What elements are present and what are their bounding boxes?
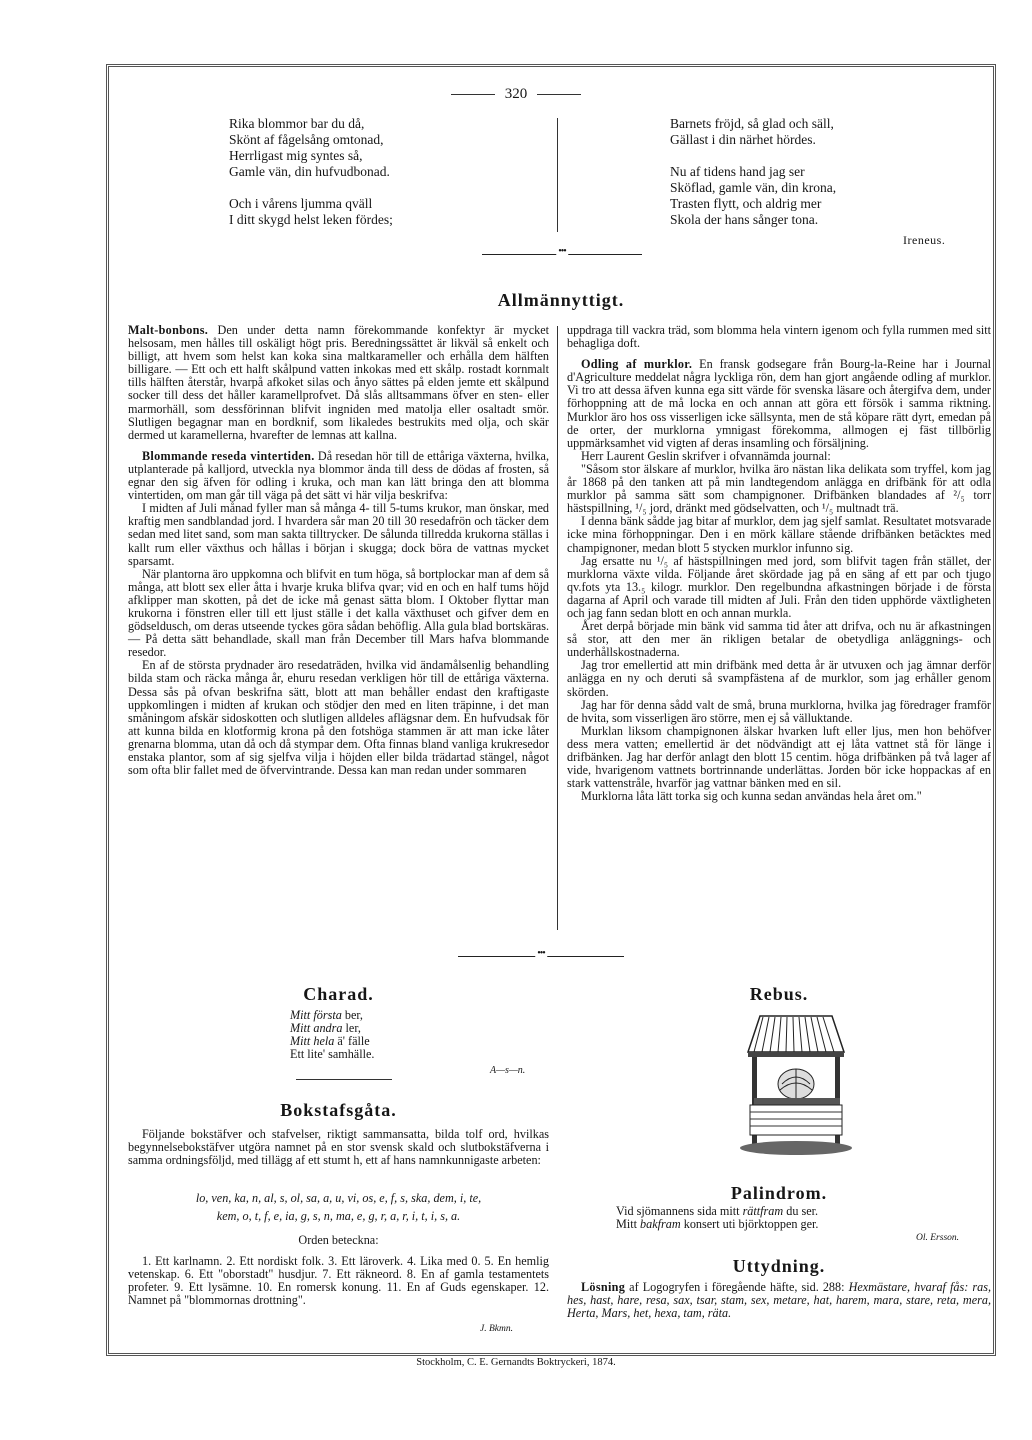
palindrom-body	[616, 1205, 956, 1231]
right-p7: Jag tror emellertid att min drifbänk med detta år är utvuxen och jag ämnar derför anlägga en ny och deruti så svampfästena af de murklor, som jag erhåller genom skörden.	[567, 658, 991, 699]
ornament-divider	[482, 254, 642, 255]
poem-left: Rika blommor bar du då, Skönt af fågelsång omtonad, Herrligast mig syntes så, Gamle vän, din hufvudbonad. Och i vårens ljumma qväll I ditt skygd helst leken fördes;	[229, 116, 393, 227]
page-number-line	[0, 86, 1032, 103]
printer-footer: Stockholm, C. E. Gernandts Boktryckeri, 1874.	[416, 1357, 616, 1368]
charad-l2-it: Mitt andra	[290, 1021, 343, 1036]
poem-right: Barnets fröjd, så glad och säll, Gällast i din närhet hördes. Nu af tidens hand jag ser Sköflad, gamle vän, din krona, Trasten flytt, och aldrig mer Skola der hans sånger tona.	[670, 116, 837, 227]
reseda-p2: I midten af Juli månad fyller man så många 4- till 5-tums krukor, man önskar, med kraftig men sandblandad jord. I hvardera sår man 20 till 30 resedafrön och täcker dem sedan med litet sand, som man sakta tilltrycker. De sålunda tillredda krukorna ställas i kallt rum eller växthus och hållas i början i skugga; dock böra de vattnas mycket sparsamt.	[128, 501, 549, 568]
bokstaf-letters-2: kem, o, t, f, e, ia, g, s, n, ma, e, g, r, a, r, i, t, i, s, a.	[216, 1209, 461, 1223]
bokstaf-signature: J. Bkmn.	[480, 1324, 513, 1334]
rebus-title: Rebus.	[749, 984, 809, 1004]
reseda-text: Då resedan hör till de ettåriga växterna, hvilka, utplanterade på kalljord, utveckla nya blommor ända till dess de dödas af frosten, så egnar den sig äfven för odling i kruka, och man kan lätt bringa den att blomma vintertiden, om man går till väga på det sätt vi här vilja beskrifva:	[128, 448, 549, 503]
column-divider	[557, 326, 558, 930]
charad-l2: ler,	[342, 1021, 361, 1036]
charad-title: Charad.	[303, 984, 374, 1004]
right-p10: Murklorna låta lätt torka sig och kunna sedan användas hela året om."	[581, 789, 922, 804]
bokstaf-list: 1. Ett karlnamn. 2. Ett nordiskt folk. 3. Ett läroverk. 4. Lika med 0. 5. En hemlig vetenskap. 6. Ett "oborstadt" husdjur. 7. Ett räkneord. 8. En af gamla testamentets profeter. 9. Ett lysämne. 10. En romersk konung. 11. En af Guds egenskaper. 12. Namnet på "blommornas drottning".	[128, 1254, 549, 1308]
palindrom-l2b: konsert uti björktoppen ger.	[680, 1217, 819, 1232]
reseda-title: Blommande reseda vintertiden.	[142, 448, 315, 463]
palindrom-l1b: du ser.	[783, 1204, 819, 1218]
uttydning-text: af Logogryfen i föregående häfte, sid. 288:	[625, 1280, 849, 1294]
charad-l3: ä' fälle	[334, 1034, 370, 1049]
right-p8: Jag har för denna sådd valt de små, bruna murklorna, hvilka jag föredrager framför de hvita, som visserligen äro större, men ej så välluktande.	[567, 697, 991, 725]
right-column	[567, 324, 991, 803]
charad-l4: Ett lite' samhälle.	[290, 1047, 375, 1062]
charad-l3-it: Mitt hela	[290, 1034, 335, 1049]
reseda-p3: När plantorna äro uppkomna och blifvit en tum höga, så bortplockar man af dem så många, att blott sex eller åtta i hvarje kruka blifva qvar; vid en och en half tums höjd afklipper man skotten, på det de icke må genast sätta blom. I Oktober flyttar man krukorna i fönstren eller till ett ljust ställe i det kalla växthuset och gifver dem en gödseldusch, om deras utseende tyckes göra sådan behöflig. Alla gula blad bortskäras. — På detta sätt behandlade, skall man från December till Mars hafva blommande resedor.	[128, 566, 549, 660]
malt-text: Den under detta namn förekommande konfektyr är mycket helsosam, men hålles till oskäligt högt pris. Beredningssättet är likväl så enkelt och billigt, att hvem som helst kan koka sina maltkarameller och erhålla dem hälften billigare. — Ett och ett halft skålpund vatten inkokas med ett skålp. rostadt kornmalt tills hälften återstår, hvarpå afkoket silas och ånyo sättes på elden jemte ett skålpund socker till dess det håller karamellprofvet. Då slås alltsammans öfver en sten- eller marmorhäll, som dessförinnan blifvit ingniden med matolja eller osaltadt smör. Slutligen begagnar man en bordknif, som likaledes bestrukits med olja, och skär dermed ut karamellerna, hvarefter de lemnas att kallna.	[128, 323, 549, 442]
bokstaf-text: Följande bokstäfver och stafvelser, riktigt sammansatta, bilda tolf ord, hvilkas begynnelsebokstäfver utgöra namnet på en stor svensk skald och slutbokstäfverna i samma ordningsföljd, med tillägg af ett stumt h, ett af hans namnkunnigaste arbeten:	[128, 1127, 549, 1168]
right-p0: uppdraga till vackra träd, som blomma hela vintern igenom och fylla rummen med sitt behagliga doft.	[567, 323, 991, 351]
left-column	[128, 324, 549, 777]
charad-l1-it: Mitt första	[290, 1008, 342, 1022]
uttydning-title: Uttydning.	[732, 1256, 826, 1276]
reseda-p4: En af de största prydnader äro resedaträden, hvilka vid ändamålsenlig behandling bilda stam och räcka många år, ehuru resedan verkligen hör till de ettåriga växterna. Dessa sås på ofvan beskrifna sätt, blott att man behåller endast den kraftigaste uppkomlingen i midten af krukan och stödjer den med en liten träpinne, i det man småningom afskär sidoskotten och slutligen alldeles aflägsnar dem. En hufvudsak för att kunna bilda en klotformig krona på den fotshöga stammen är att man icke låter grenarna blomma, utan då och då stympar dem. Ofta finnas bland vanliga krukresedor enstaka plantor, som af sig sjelfva vilja i höjden eller bilda trädartad stängel, något som ofta blir fallet med de öfvervintrande. Dessa kan man redan under sommaren	[128, 658, 549, 778]
murklor-title: Odling af murklor.	[581, 357, 693, 372]
bokstaf-body	[128, 1128, 549, 1167]
right-p4: I denna bänk sådde jag bitar af murklor, dem jag sjelf samlat. Resultatet motsvarade icke mina förhoppningar. Den i en mörk källare stående drifbänken betäcktes med champignoner, medan blott 5 stycken murklor infunno sig.	[567, 514, 991, 555]
charad-body	[290, 1009, 530, 1061]
murklor-text: En fransk godsegare från Bourg-la-Reine har i Journal d'Agriculture meddelat några lyckliga rön, dem han gjort angående odling af murklor. Vi tro att dessa äfven kunna ega sitt värde för svenska läsare och återgifva dem, under förhoppning att de må locka en och annan att göra ett försök i samma riktning. Murklor äro hos oss visserligen icke sällsynta, men de stå köpare rätt dyrt, emedan på de orter, der murklorna ymnigast förekomma, allmogen ej fäst tillbörlig uppmärksamhet vid vigten af deras insamling och försäljning.	[567, 357, 992, 450]
ornament-divider-2	[458, 956, 624, 957]
palindrom-l1a: Vid sjömannens sida mitt	[616, 1204, 743, 1218]
charad-l1: ber,	[341, 1008, 363, 1022]
palindrom-signature: Ol. Ersson.	[916, 1233, 960, 1243]
section-title: Allmännyttigt.	[497, 290, 625, 310]
bokstaf-title: Bokstafsgåta.	[280, 1100, 397, 1120]
palindrom-l2a: Mitt	[616, 1217, 641, 1232]
malt-title: Malt-bonbons.	[128, 323, 209, 337]
uttydning-lead: Lösning	[581, 1280, 626, 1294]
page-number: 320	[504, 86, 528, 102]
palindrom-l2-it: bakfram	[640, 1217, 681, 1232]
charad-signature: A—s—n.	[490, 1065, 526, 1076]
charad-rule	[296, 1079, 392, 1080]
uttydning-words: Hexmästare, hvaraf fås: ras, hes, hast, hare, resa, sax, tsar, stam, sex, metare, hat, harem, mara, stare, reta, mera, Herta, Mars, het, hexa, tam, räta.	[567, 1280, 991, 1321]
uttydning-body	[567, 1281, 991, 1320]
poem-divider	[557, 118, 558, 232]
right-p6: Året derpå började min bänk vid samma tid åter att drifva, och nu är afkastningen så stor, att den mer än rikligen betalar de obetydliga anläggnings- och underhållskostnaderna.	[567, 619, 991, 660]
rebus-stall-illustration	[736, 1010, 854, 1158]
right-p5: Jag ersatte nu ¹/₅ af hästspillningen med jord, som blifvit tagen från stället, der murklorna växte vilda. Följande året skördade jag på en säng af ett par och tjugo qv.fots yta 13.₅ kilogr. murklor. Den regelbundna afkastningen började i de första dagarna af April och varade till midten af Juli. Från den tiden upphörde växtligheten och jag fann sedan blott en och annan murkla.	[567, 553, 991, 620]
palindrom-l1-it: rättfram	[742, 1204, 784, 1218]
poem-signature: Ireneus.	[903, 233, 946, 247]
palindrom-title: Palindrom.	[730, 1183, 828, 1203]
bokstaf-orden: Orden beteckna:	[298, 1233, 379, 1247]
right-p3: "Såsom stor älskare af murklor, hvilka äro nästan lika delikata som tryffel, kom jag år 1868 på den tanken att på min landtegendom anlägga en drifbänk för att odla murklor på samma sätt som champignoner. Drifbänken blandades af ²/₅ torr hästspillning, ¹/₅ jord, dränkt med gödselvatten, och ¹/₅ multnadt trä.	[567, 461, 991, 516]
bokstaf-list-box	[128, 1255, 549, 1307]
right-p2: Herr Laurent Geslin skrifver i ofvannämda journal:	[581, 448, 831, 463]
right-p9: Murklan liksom champignonen älskar hvarken luft eller ljus, men hon behöfver dess mera vatten; emellertid är det nödvändigt att ej låta vattnet stå för länge i drifbänken. Jag har derför anlagt den blott 15 centim. höga drifbänken på två lager af vide, hvarigenom vattnets bortrinnande underlättas. Jorden bör icke hoppackas af en stark vattenstråle, hvarför jag vattnar bänken med en sil.	[567, 723, 991, 791]
bokstaf-letters-1: lo, ven, ka, n, al, s, ol, sa, a, u, vi, os, e, f, s, ska, dem, i, te,	[195, 1191, 482, 1205]
